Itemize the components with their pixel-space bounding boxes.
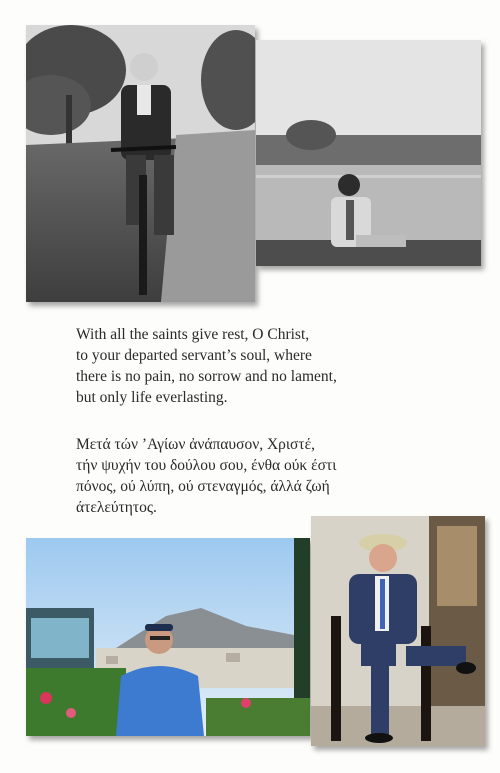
english-memorial-verse: With all the saints give rest, O Christ, to your departed servant’s soul, where there is no pain, no sorrow and no lament, but only life everlasting. [76, 326, 337, 406]
greek-memorial-verse: Μετά τών ’Αγίων ἀνάπαυσον, Χριστέ, τήν ψυχήν του δούλου σου, ένθα ούκ έστι πόνος, ού λύπη, ού στεναγμός, άλλά ζωή άτελεύτητος. [76, 436, 337, 516]
seated-man-photo [311, 516, 485, 746]
bicycle-photo [26, 25, 255, 302]
acropolis-photo-image [26, 538, 310, 736]
lakeside-photo-image [256, 40, 481, 266]
lakeside-photo [256, 40, 481, 266]
seated-man-photo-image [311, 516, 485, 746]
bicycle-photo-image [26, 25, 255, 302]
acropolis-photo [26, 538, 310, 736]
